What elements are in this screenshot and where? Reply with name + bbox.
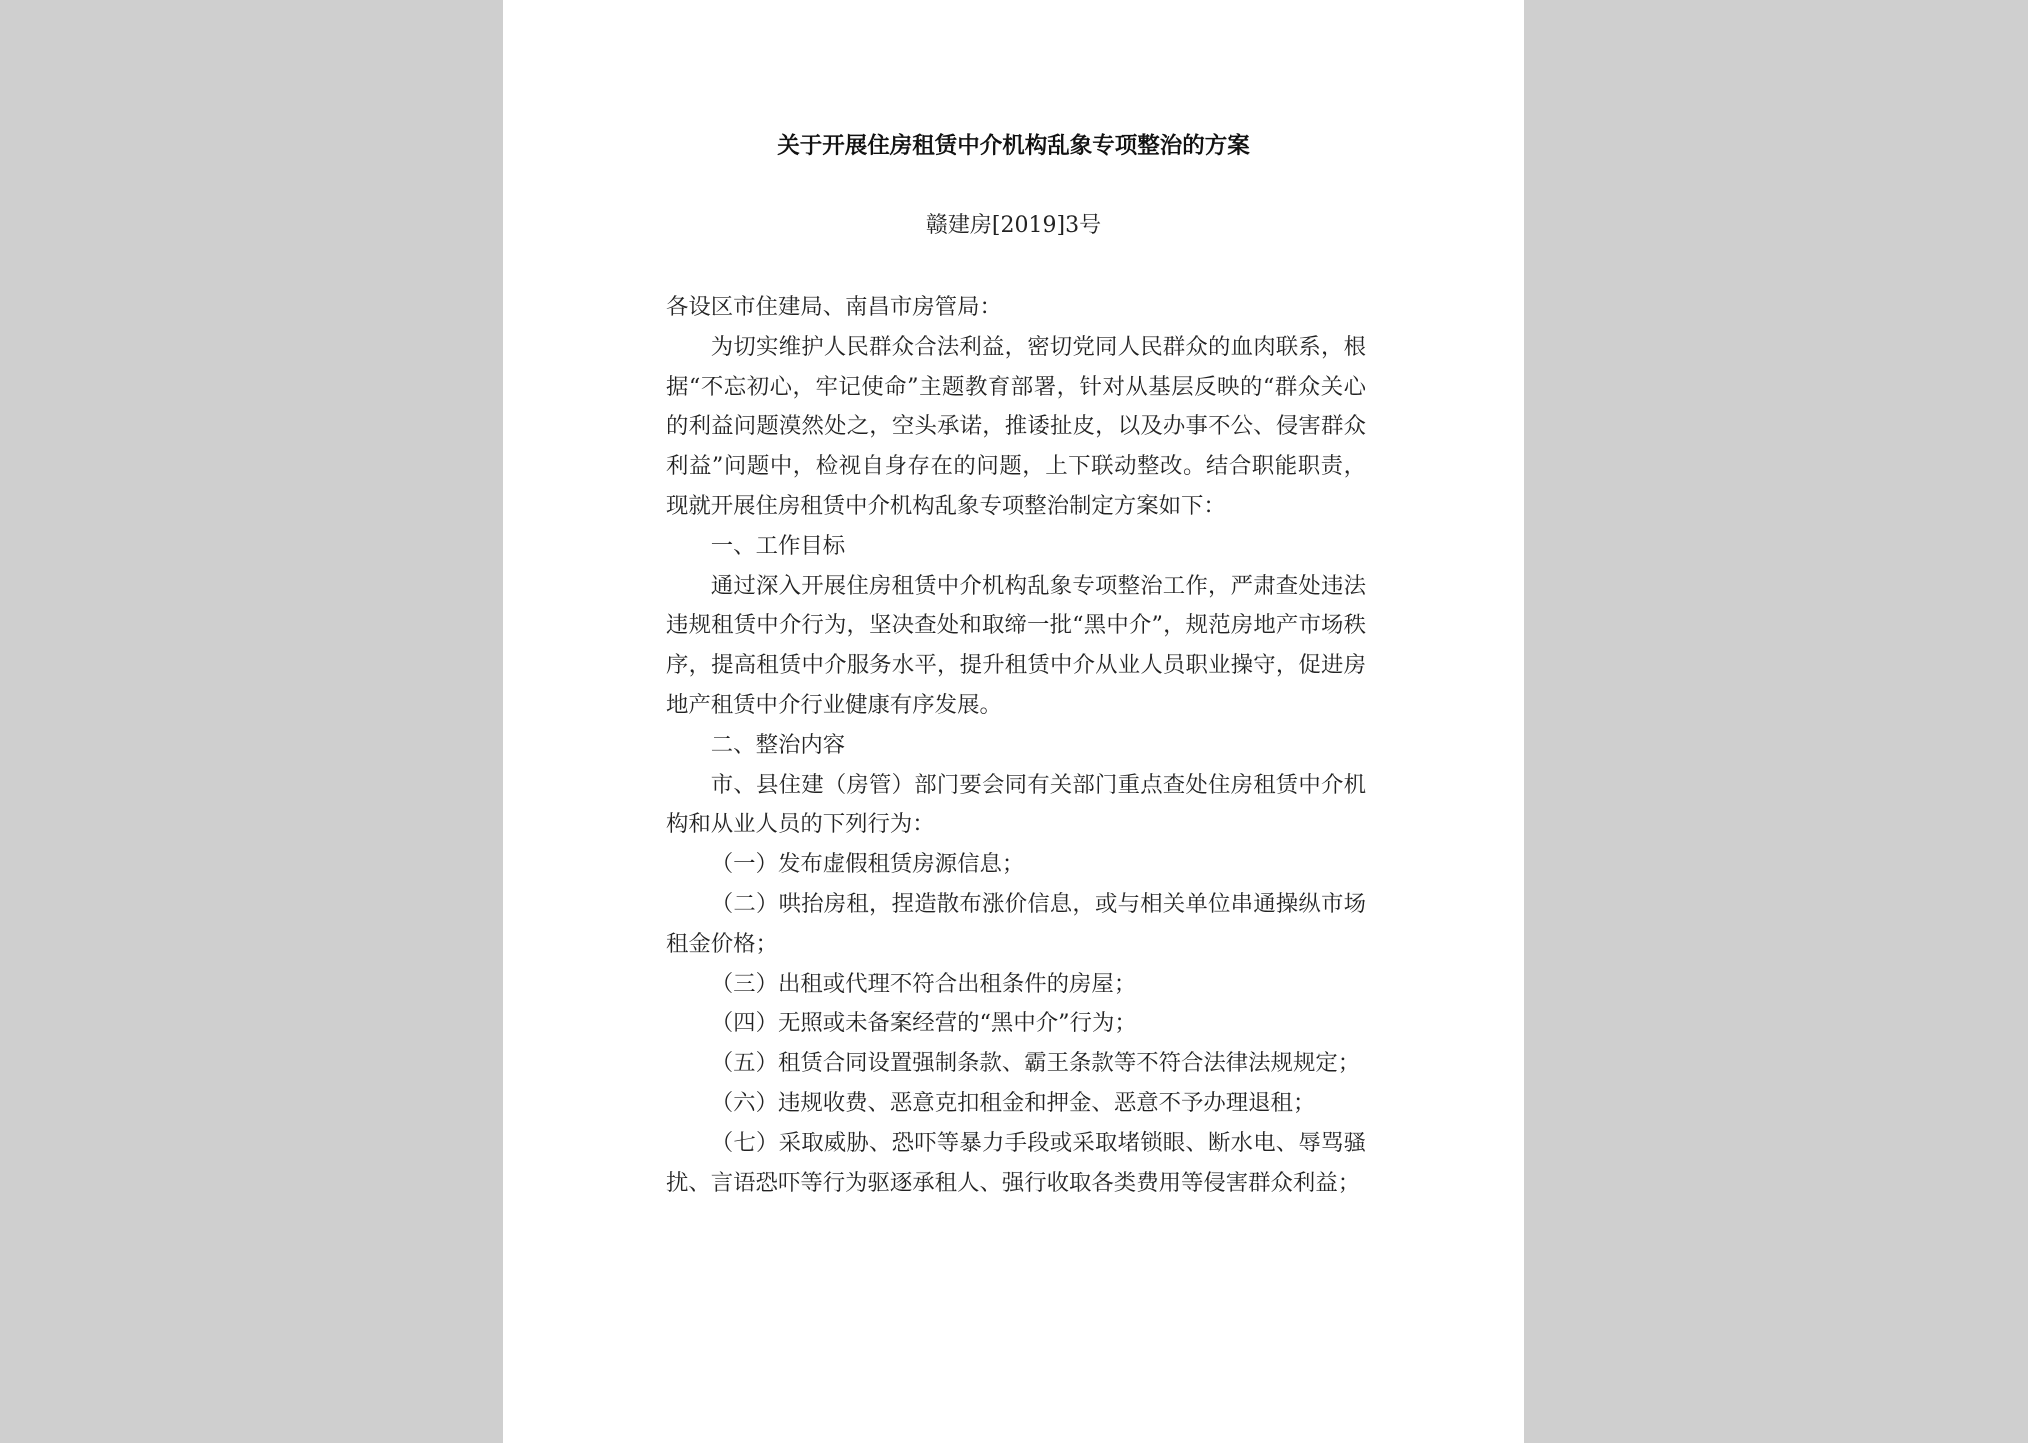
list-item: （四）无照或未备案经营的“黑中介”行为；: [710, 1010, 1137, 1037]
document-title: 关于开展住房租赁中介机构乱象专项整治的方案: [777, 133, 1250, 159]
list-item: （三）出租或代理不符合出租条件的房屋；: [710, 970, 1137, 997]
document-body: [666, 288, 1366, 1203]
salutation: 各设区市住建局、南昌市房管局：: [666, 294, 1002, 320]
list-item: （六）违规收费、恶意克扣租金和押金、恶意不予办理退租；: [710, 1089, 1316, 1116]
list-item: （二）哄抬房租，捏造散布涨价信息，或与相关单位串通操纵市场租金价格；: [666, 890, 1366, 957]
list-item: （五）租赁合同设置强制条款、霸王条款等不符合法律法规规定；: [710, 1050, 1361, 1077]
paragraph-content: 市、县住建（房管）部门要会同有关部门重点查处住房租赁中介机构和从业人员的下列行为：: [666, 771, 1366, 838]
list-item: （七）采取威胁、恐吓等暴力手段或采取堵锁眼、断水电、辱骂骚扰、言语恐吓等行为驱逐承租人、强行收取各类费用等侵害群众利益；: [666, 1129, 1366, 1196]
section-heading-goals: 一、工作目标: [710, 532, 846, 559]
document-number: 赣建房[2019]3号: [925, 213, 1102, 238]
paragraph-intro: 为切实维护人民群众合法利益，密切党同人民群众的血肉联系，根据“不忘初心，牢记使命”主题教育部署，针对从基层反映的“群众关心的利益问题漠然处之，空头承诺，推诿扯皮，以及办事不公、侵害群众利益”问题中，检视自身存在的问题，上下联动整改。结合职能职责，现就开展住房租赁中介机构乱象专项整治制定方案如下：: [666, 333, 1366, 519]
paragraph-goals: 通过深入开展住房租赁中介机构乱象专项整治工作，严肃查处违法违规租赁中介行为，坚决查处和取缔一批“黑中介”，规范房地产市场秩序，提高租赁中介服务水平，提升租赁中介从业人员职业操守，促进房地产租赁中介行业健康有序发展。: [666, 572, 1366, 718]
document-page: [503, 0, 1524, 1443]
section-heading-content: 二、整治内容: [710, 731, 846, 758]
list-item: （一）发布虚假租赁房源信息；: [710, 851, 1025, 878]
